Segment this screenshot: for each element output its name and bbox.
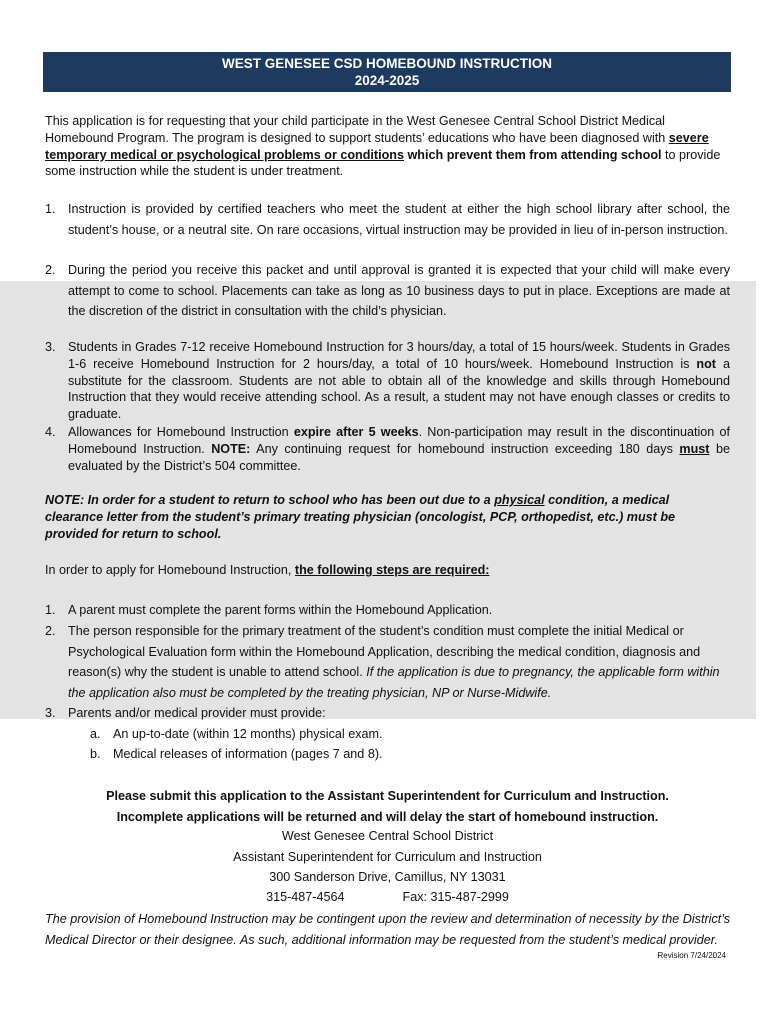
district-name: West Genesee Central School District [281, 829, 494, 843]
item-text-part: be evaluated by the District’s 504 committee. [68, 441, 730, 473]
step-text [68, 621, 730, 703]
closing-statement: The provision of Homebound Instruction may be contingent upon the review and determination of necessity by the District’s Medical Director or their designee. As such, additional information may be requested from the student’s medical provider. [45, 912, 731, 947]
office-name: Assistant Superintendent for Curriculum and Instruction [233, 849, 542, 864]
fax-number: Fax: 315-487-2999 [402, 890, 509, 904]
list-item [45, 339, 730, 423]
revision-date: Revision 7/24/2024 [657, 951, 726, 960]
item-text-part: . Non-participation may result in the discontinuation of Homebound Instruction. [68, 425, 730, 456]
sub-step-letter: a. [90, 727, 101, 741]
step-item [45, 600, 730, 621]
item-number: 3. [45, 340, 56, 354]
mailing-address [45, 826, 730, 888]
step-text-part: The person responsible for the primary treatment of the student’s condition must complete the initial Medical or Psychological Evaluation form within the Homebound Application, describing the medical condition, diagnosis and reason(s) why the student is unable to attend school. [68, 624, 701, 679]
phone-number: 315-487-4564 [266, 890, 345, 904]
item-text [68, 339, 730, 423]
step-item [45, 703, 730, 724]
step-number: 2. [45, 624, 56, 638]
item-text: Instruction is provided by certified teachers who meet the student at either the high school library after school, the student’s house, or a neutral site. On rare occasions, virtual instruction may be provided in lieu of in-person instruction. [68, 202, 730, 237]
item-emphasis: must [679, 441, 710, 456]
sub-step-text: An up-to-date (within 12 months) physical exam. [113, 727, 383, 741]
step-number: 1. [45, 603, 56, 617]
item-text-part: Any continuing request for homebound instruction exceeding 180 days [250, 441, 680, 456]
contact-numbers [45, 887, 730, 908]
sub-step-item [90, 724, 710, 744]
steps-intro [45, 562, 730, 579]
intro-emphasis-underlined: severe temporary medical or psychological problems or conditions [45, 130, 709, 162]
item-text [68, 424, 730, 474]
item-text-part: a substitute for the classroom. Students are not able to obtain all of the knowledge and skills through Homebound Instruction that they would receive attending school. As a result, a student may not have enough classes or credits to graduate. [68, 356, 730, 422]
intro-emphasis: which prevent them from attending school [404, 147, 662, 162]
list-item [45, 199, 730, 240]
item-emphasis: not [696, 356, 717, 371]
sub-step-text: Medical releases of information (pages 7 and 8). [113, 747, 383, 761]
list-item [45, 260, 730, 322]
school-year: 2024-2025 [354, 73, 420, 88]
steps-emphasis: the following steps are required: [294, 563, 490, 577]
item-emphasis: expire after 5 weeks [293, 425, 419, 439]
list-item [45, 424, 730, 474]
item-emphasis: NOTE: [211, 441, 251, 456]
steps-lead: In order to apply for Homebound Instruction, [45, 563, 295, 577]
step-text: A parent must complete the parent forms within the Homebound Application. [68, 603, 493, 617]
note-text: NOTE: In order for a student to return to school who has been out due to a [45, 493, 495, 507]
item-text-part: Allowances for Homebound Instruction [68, 425, 294, 439]
return-to-school-note [45, 492, 730, 542]
street-address: 300 Sanderson Drive, Camillus, NY 13031 [269, 870, 506, 884]
step-italic-note: If the application is due to pregnancy, the applicable form within the application also must be completed by the treating physician, NP or Nurse-Midwife. [68, 665, 720, 700]
sub-step-letter: b. [90, 747, 101, 761]
title-banner [43, 52, 731, 92]
item-number: 1. [45, 202, 56, 216]
intro-text-end: to provide some instruction while the student is under treatment. [45, 147, 721, 179]
submission-instructions [45, 786, 730, 827]
item-text: During the period you receive this packet and until approval is granted it is expected that your child will make every attempt to come to school. Placements can take as long as 10 business days to put in place. Exceptions are made at the discretion of the district in consultation with the child’s physician. [68, 263, 730, 318]
step-text: Parents and/or medical provider must provide: [68, 706, 326, 720]
intro-text: This application is for requesting that your child participate in the West Genesee Central School District Medical Homebound Program. The program is designed to support students’ educations who have been diagnosed with [45, 114, 669, 145]
item-text-part: Students in Grades 7-12 receive Homebound Instruction for 3 hours/day, a total of 15 hours/week. Students in Grades 1-6 receive Homebound Instruction for 2 hours/day, a total of 10 hours/week. Homebound Instruction is [68, 340, 730, 371]
item-number: 2. [45, 263, 56, 277]
submit-warning-line: Incomplete applications will be returned and will delay the start of homebound instruction. [116, 809, 659, 824]
sub-step-item [90, 744, 710, 764]
item-number: 4. [45, 425, 56, 439]
note-text: condition, a medical clearance letter from the student’s primary treating physician (oncologist, PCP, orthopedist, etc.) must be provided for return to school. [45, 493, 676, 541]
step-number: 3. [45, 706, 56, 720]
submit-line: Please submit this application to the Assistant Superintendent for Curriculum and Instruction. [106, 789, 669, 803]
intro-paragraph [45, 113, 730, 180]
step-item [45, 621, 730, 703]
document-title: WEST GENESEE CSD HOMEBOUND INSTRUCTION [221, 56, 553, 71]
note-underlined: physical [494, 493, 545, 507]
